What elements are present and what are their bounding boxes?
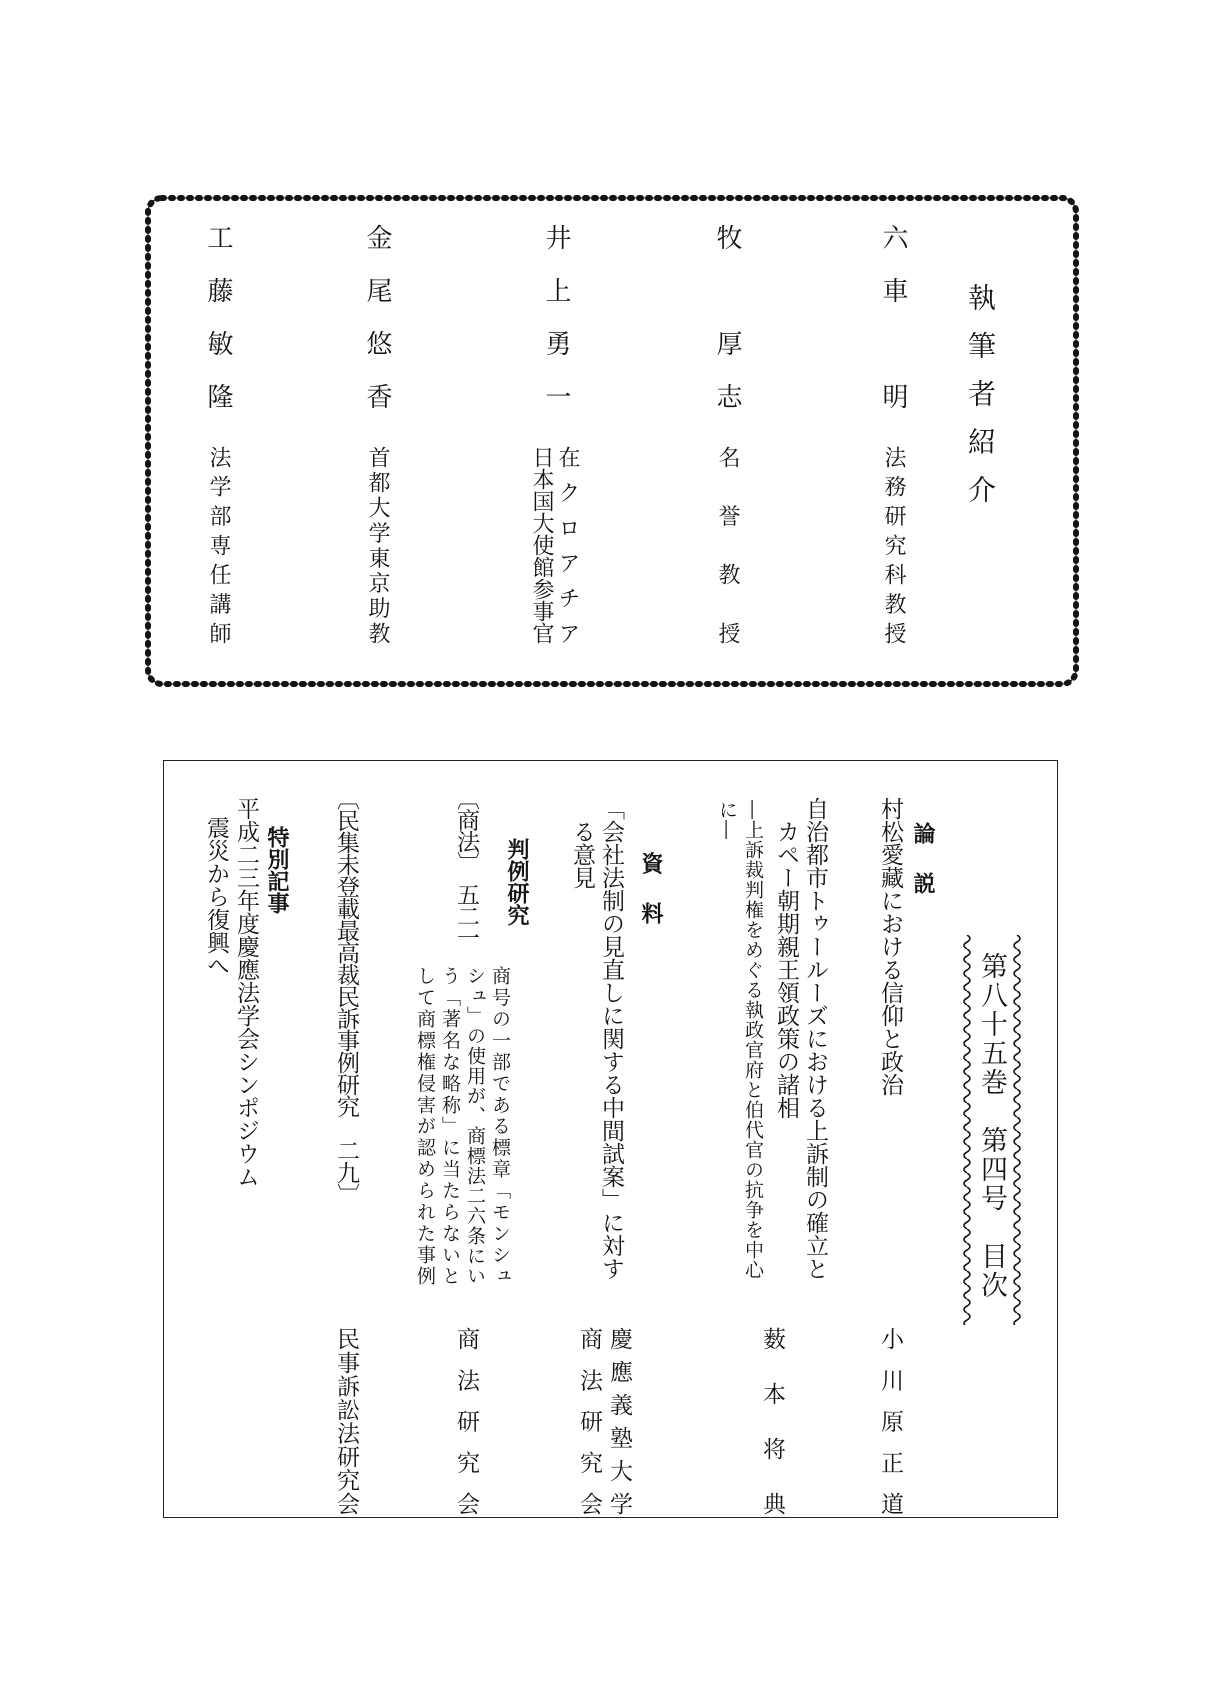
entry-summary-line: う「著名な略称」に当たらないと (439, 966, 461, 1288)
contributors-title: 執筆者紹介 (964, 283, 997, 523)
section-heading: 資 料 (638, 852, 663, 927)
contributor-affiliation: 首都大学東京助教 (365, 446, 390, 648)
entry-author-line: 慶應義塾大学 (606, 1327, 632, 1525)
entry-summary-line: シュ」の使用が、商標法二六条にい (464, 966, 486, 1286)
entry-title-line: る意見 (569, 820, 595, 889)
entry-title-line: 〔商法〕 五二一 (453, 787, 479, 948)
entry-author: 商法研究会 (453, 1327, 479, 1534)
entry-title-line: 〔民集未登載最高裁民訴事例研究 二九〕 (333, 787, 359, 1205)
entry-title-line: 自治都市トゥールーズにおける上訴制の確立と (802, 797, 828, 1280)
contributor-affiliation: 日本国大使館参事官 (529, 446, 554, 644)
entry-title-line: 平成二三年度慶應法学会シンポジウム (233, 797, 259, 1188)
contributor-name: 井上勇一 (541, 224, 571, 436)
entry-summary-line: して商標権侵害が認められた事例 (414, 966, 436, 1288)
contributor-name: 六車 明 (878, 224, 908, 436)
wavy-rule-left-of-title (1012, 935, 1022, 1325)
toc-title: 第八十五巻 第四号 目次 (976, 952, 1007, 1300)
entry-author: 民事訴訟法研究会 (333, 1327, 359, 1516)
entry-author-line: 商法研究会 (576, 1327, 602, 1534)
entry-subtitle-line: に― (716, 800, 738, 840)
entry-summary-line: 商号の一部である標章「モンシュ (489, 966, 511, 1288)
section-heading: 判例研究 (504, 838, 529, 926)
contributor-affiliation: 法学部専任講師 (206, 446, 231, 652)
entry-author: 小川原正道 (877, 1327, 903, 1534)
entry-title-line: 震災から復興へ (203, 816, 229, 977)
contributor-affiliation: 在クロアチア (555, 446, 580, 658)
contributor-name: 牧 厚志 (712, 224, 742, 436)
entry-title-line: 村松愛藏における信仰と政治 (877, 797, 903, 1096)
contributor-name: 金尾悠香 (362, 224, 392, 436)
decorative-border (140, 190, 1084, 692)
wavy-rule-right-of-title (962, 935, 972, 1325)
contributor-affiliation: 名誉教授 (715, 446, 740, 681)
entry-author: 薮本将典 (759, 1327, 785, 1547)
contributor-affiliation: 法務研究科教授 (881, 446, 906, 652)
section-heading: 特別記事 (264, 826, 289, 914)
entry-title-line: カペー朝期親王領政策の諸相 (773, 820, 799, 1119)
contributor-name: 工藤敏隆 (203, 224, 233, 436)
entry-subtitle-line: ―上訴裁判権をめぐる執政官府と伯代官の抗争を中心 (742, 800, 764, 1280)
section-heading: 論 説 (910, 822, 935, 897)
entry-title-line: 「会社法制の見直しに関する中間試案」に対す (598, 797, 624, 1280)
